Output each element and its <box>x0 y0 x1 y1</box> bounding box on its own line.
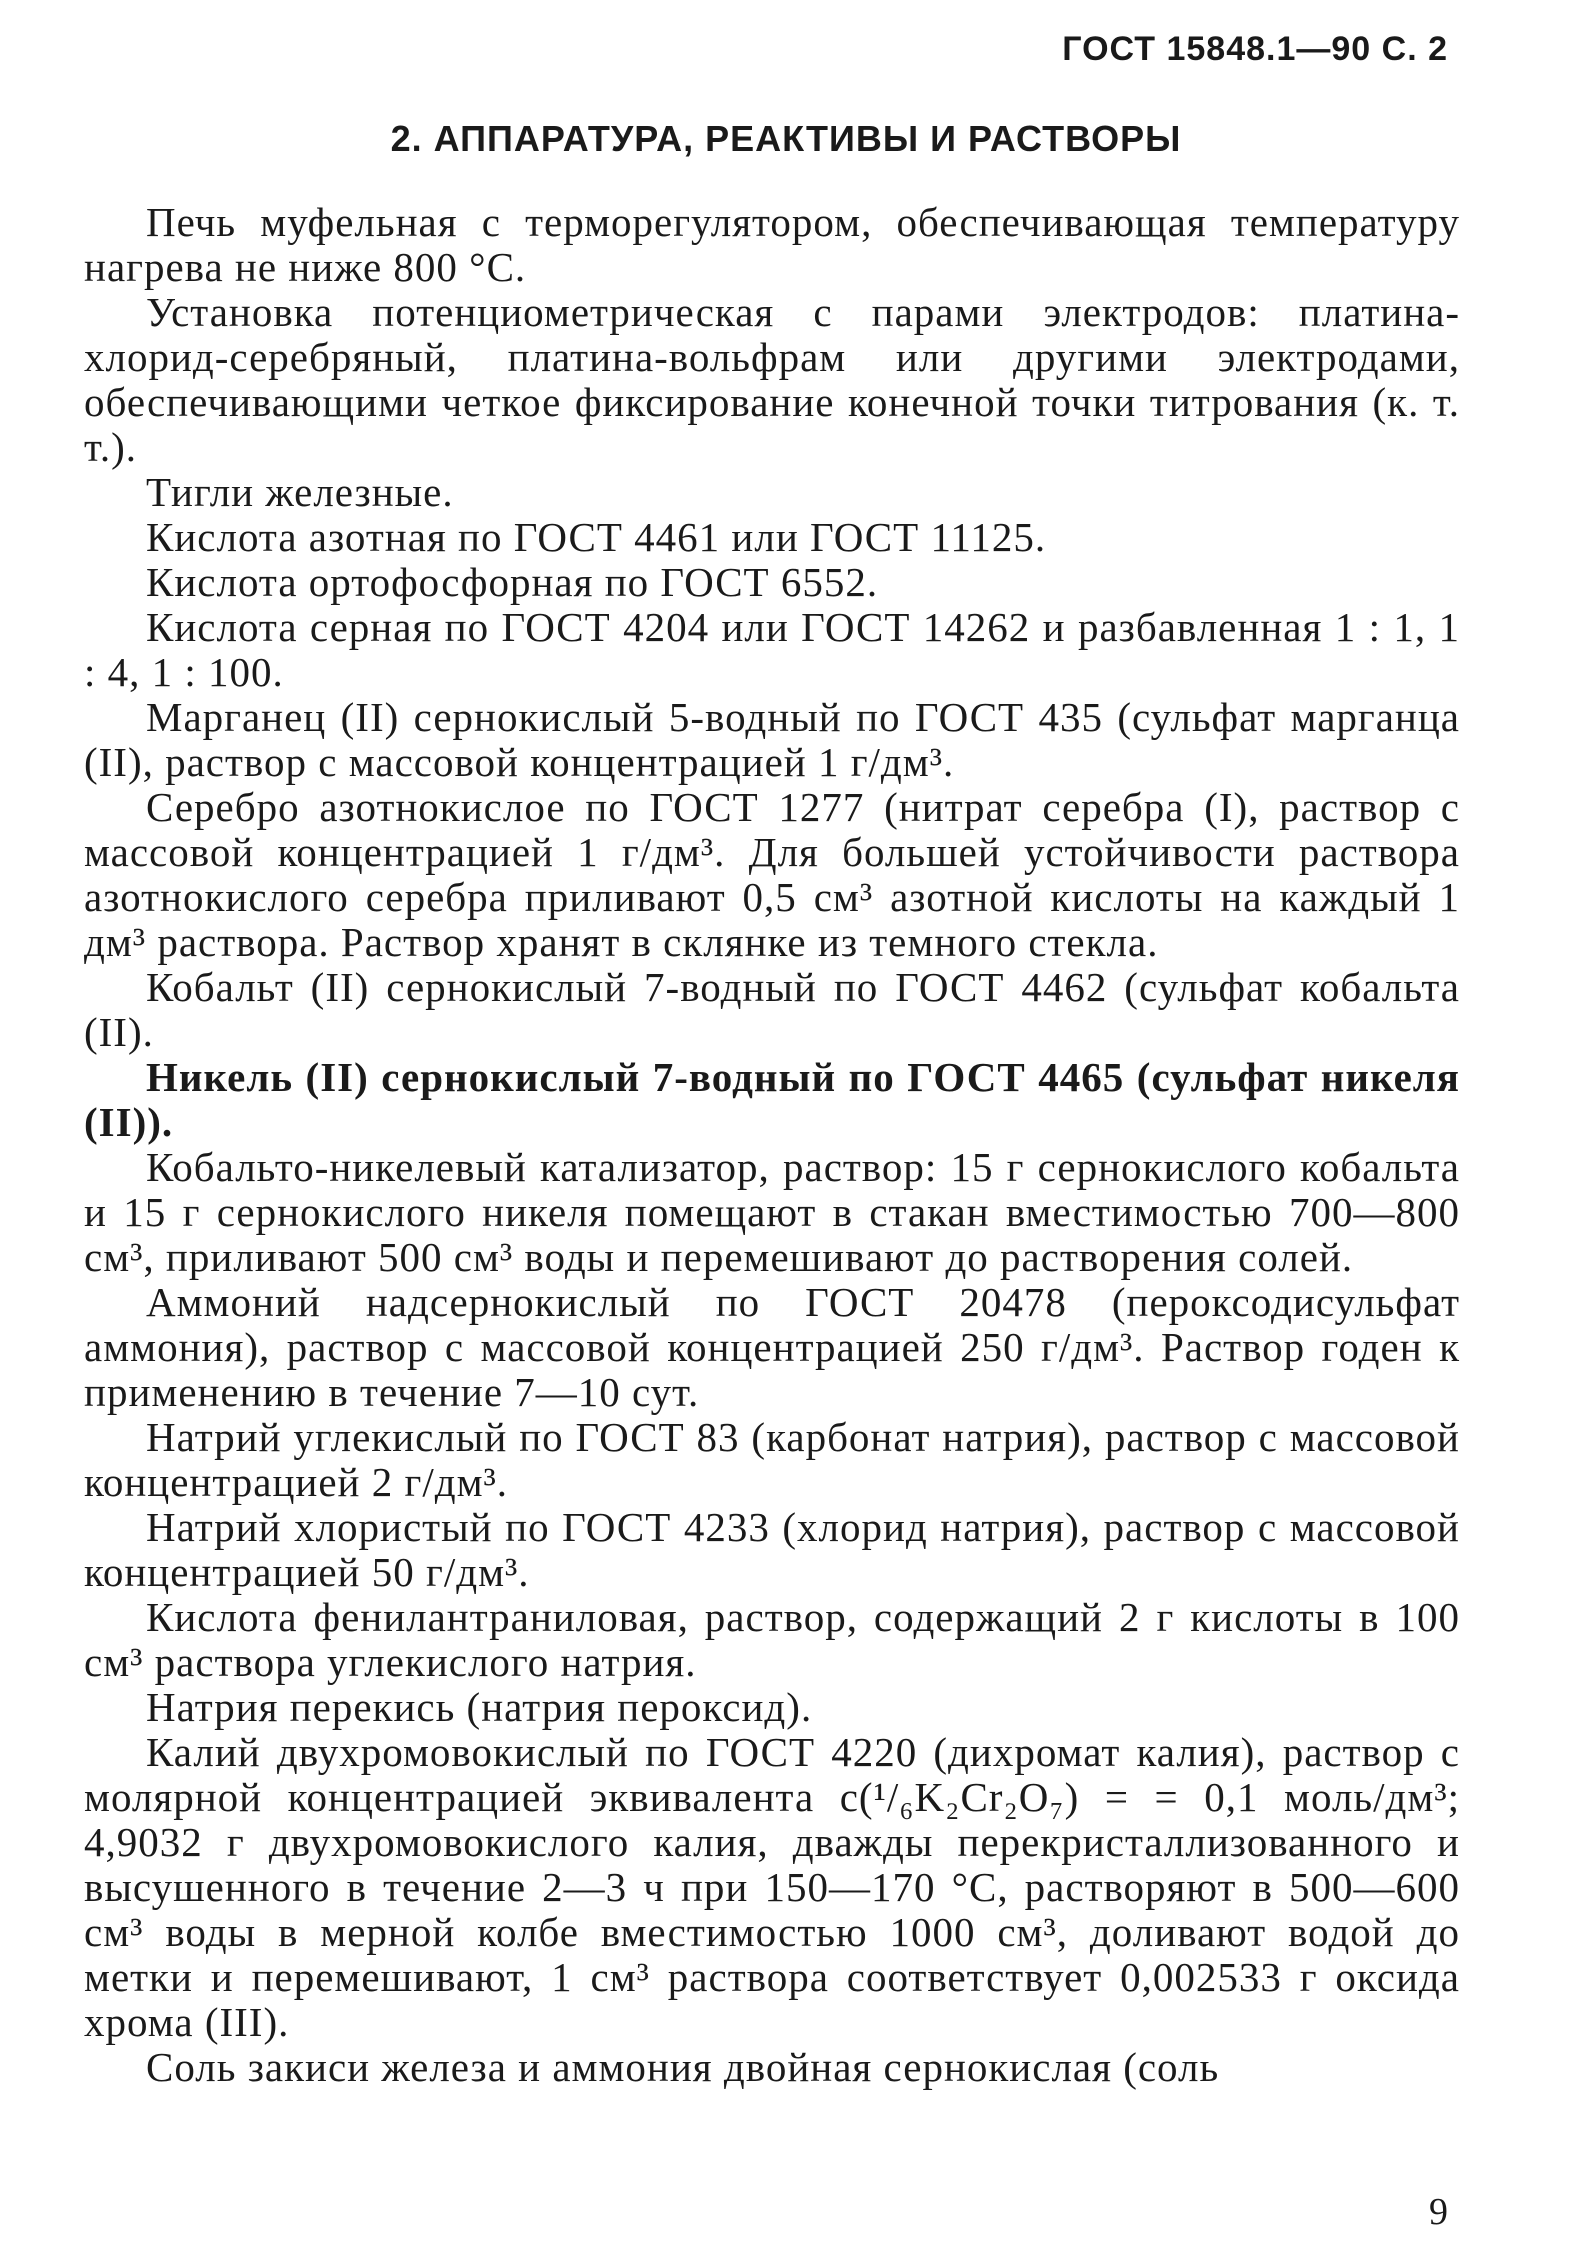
paragraph-sodium-peroxide: Натрия перекись (натрия пероксид). <box>146 1684 813 1730</box>
paragraph-phenylanthranilic-acid: Кислота фенилантраниловая, раствор, содержащий 2 г кислоты в 100 см³ раствора углекислого натрия. <box>84 1594 1460 1685</box>
paragraph-muffle-furnace: Печь муфельная с терморегулятором, обеспечивающая температуру нагрева не ниже 800 °С. <box>84 199 1460 290</box>
paragraph-sodium-chloride: Натрий хлористый по ГОСТ 4233 (хлорид натрия), раствор с массовой концентрацией 50 г/дм³. <box>84 1504 1460 1595</box>
section-title: 2. АППАРАТУРА, РЕАКТИВЫ И РАСТВОРЫ <box>390 118 1182 159</box>
body-text <box>84 200 1460 2090</box>
paragraph-potassium-dichromate: Калий двухромовокислый по ГОСТ 4220 (дихромат калия), раствор с молярной концентрацией эквивалента c(¹/₆K₂Cr₂O₇) = = 0,1 моль/дм³; 4,9032 г двухромовокислого калия, дважды перекристаллизованного и высушенного в течение 2—3 ч при 150—170 °С, растворяют в 500—600 см³ воды в мерной колбе вместимостью 1000 см³, доливают водой до метки и перемешивают, 1 см³ раствора соответствует 0,002533 г оксида хрома (III). <box>84 1729 1460 2045</box>
running-header: ГОСТ 15848.1—90 С. 2 <box>1062 30 1448 68</box>
paragraph-sulfuric-acid: Кислота серная по ГОСТ 4204 или ГОСТ 14262 и разбавленная 1 : 1, 1 : 4, 1 : 100. <box>84 604 1460 695</box>
page-number: 9 <box>1429 2191 1448 2233</box>
paragraph-cobalt-nickel-catalyst: Кобальто-никелевый катализатор, раствор: 15 г сернокислого кобальта и 15 г сернокислого никеля помещают в стакан вместимостью 700—800 см³, приливают 500 см³ воды и перемешивают до растворения солей. <box>84 1144 1460 1280</box>
paragraph-nickel-sulfate: Никель (II) сернокислый 7-водный по ГОСТ 4465 (сульфат никеля (II)). <box>84 1054 1460 1145</box>
paragraph-manganese-sulfate: Марганец (II) сернокислый 5-водный по ГОСТ 435 (сульфат марганца (II), раствор с массовой концентрацией 1 г/дм³. <box>84 694 1460 785</box>
paragraph-silver-nitrate: Серебро азотнокислое по ГОСТ 1277 (нитрат серебра (I), раствор с массовой концентрацией 1 г/дм³. Для большей устойчивости раствора азотнокислого серебра приливают 0,5 см³ азотной кислоты на каждый 1 дм³ раствора. Раствор хранят в склянке из темного стекла. <box>84 784 1460 965</box>
paragraph-nitric-acid: Кислота азотная по ГОСТ 4461 или ГОСТ 11125. <box>146 514 1047 560</box>
paragraph-phosphoric-acid: Кислота ортофосфорная по ГОСТ 6552. <box>146 559 879 605</box>
paragraph-potentiometric-setup: Установка потенциометрическая с парами электродов: платина-хлорид-серебряный, платина-вольфрам или другими электродами, обеспечивающими четкое фиксирование конечной точки титрования (к. т. т.). <box>84 289 1460 470</box>
paragraph-ammonium-persulfate: Аммоний надсернокислый по ГОСТ 20478 (пероксодисульфат аммония), раствор с массовой концентрацией 250 г/дм³. Раствор годен к применению в течение 7—10 сут. <box>84 1279 1460 1415</box>
paragraph-cobalt-sulfate: Кобальт (II) сернокислый 7-водный по ГОСТ 4462 (сульфат кобальта (II). <box>84 964 1460 1055</box>
paragraph-mohr-salt: Соль закиси железа и аммония двойная сернокислая (соль <box>146 2044 1220 2090</box>
paragraph-sodium-carbonate: Натрий углекислый по ГОСТ 83 (карбонат натрия), раствор с массовой концентрацией 2 г/дм³. <box>84 1414 1460 1505</box>
paragraph-iron-crucibles: Тигли железные. <box>146 469 454 515</box>
